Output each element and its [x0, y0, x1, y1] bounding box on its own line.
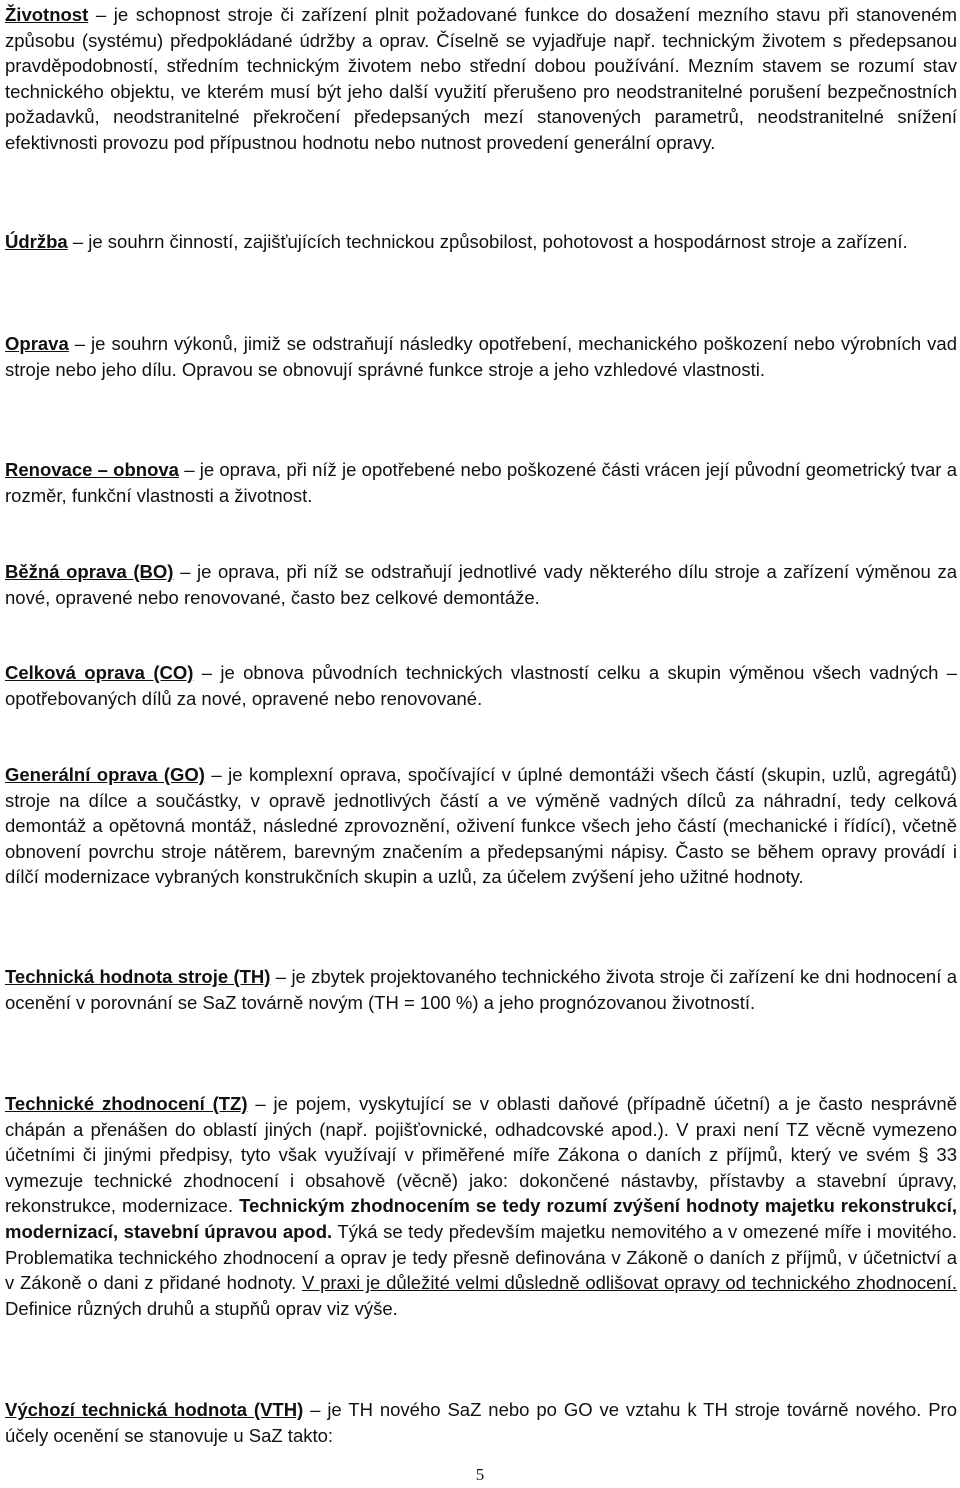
paragraph-oprava	[5, 331, 957, 382]
term-technicka-hodnota: Technická hodnota stroje (TH)	[5, 966, 271, 987]
term-zivotnost: Životnost	[5, 4, 89, 25]
definition-renovace: – je oprava, při níž je opotřebené nebo poškozené části vrácen její původní geometrický tvar a rozměr, funkční vlastnosti a životnost.	[5, 459, 958, 506]
paragraph-renovace	[5, 457, 957, 508]
definition-technicke-zhodnoceni-cont: Týká se tedy především majetku nemovitého a v omezené míře i movitého. Problematika technického zhodnocení a oprav je tedy přesně definována v Zákoně o daních z příjmů, v účetnictví a v Zákoně o dani z přidané hodnoty.	[5, 1220, 958, 1294]
paragraph-vychozi-technicka-hodnota	[5, 1397, 957, 1448]
definition-udrzba: – je souhrn činností, zajišťujících technickou způsobilost, pohotovost a hospodárnost stroje a zařízení.	[67, 231, 908, 252]
term-vychozi-technicka-hodnota: Výchozí technická hodnota (VTH)	[5, 1399, 304, 1420]
paragraph-udrzba	[5, 229, 957, 255]
paragraph-bezna-oprava	[5, 559, 957, 610]
paragraph-technicke-zhodnoceni	[5, 1091, 957, 1321]
term-udrzba: Údržba	[5, 231, 68, 252]
page-number: 5	[475, 1465, 485, 1484]
paragraph-generalni-oprava	[5, 762, 957, 890]
underlined-statement: V praxi je důležité velmi důsledně odlišovat opravy od technického zhodnocení.	[302, 1272, 957, 1294]
term-oprava: Oprava	[5, 333, 69, 354]
definition-zivotnost: – je schopnost stroje či zařízení plnit požadované funkce do dosažení mezního stavu při stanoveném způsobu (systému) předpokládané údržby a oprav. Číselně se vyjadřuje např. technickým životem s předepsanou pravděpodobností, středním technickým životem nebo střední dobou používání. Mezním stavem se rozumí stav technického objektu, ve kterém musí být jeho další využití přerušeno pro neodstranitelné porušení bezpečnostních požadavků, neodstranitelné překročení předepsaných mezí stanovených parametrů, neodstranitelné snížení efektivnosti provozu pod přípustnou hodnotu nebo nutnost provedení generální opravy.	[5, 4, 957, 153]
definition-technicke-zhodnoceni-end: Definice různých druhů a stupňů oprav viz výše.	[5, 1297, 398, 1319]
definition-technicke-zhodnoceni: – je pojem, vyskytující se v oblasti daňové (případně účetní) a je často nesprávně chápán a přenášen do oblastí jiných (např. pojišťovnické, odhadcovské apod.). V praxi není TZ věcně vymezeno účetními či jinými předpisy, tyto však využívají v přiměřené míře Zákona o daních z příjmů, který ve svém § 33 vymezuje technické zhodnocení i obsahově (věcně) jako: dokončené nástavby, přístavby a stavební úpravy, rekonstrukce, modernizace.	[5, 1093, 957, 1217]
definition-technicka-hodnota: – je zbytek projektovaného technického života stroje či zařízení ke dni hodnocení a ocenění v porovnání se SaZ továrně novým (TH = 100 %) a jeho prognózovanou životností.	[5, 966, 957, 1013]
definition-celkova-oprava: – je obnova původních technických vlastností celku a skupin výměnou všech vadných – opotřebovaných dílů za nové, opravené nebo renovované.	[5, 662, 957, 709]
definition-generalni-oprava: – je komplexní oprava, spočívající v úplné demontáži všech částí (skupin, uzlů, agregátů) stroje na dílce a součástky, v opravě jednotlivých částí a ve výměně vadných dílců za náhradní, tedy celková demontáž a opětovná montáž, následné zprovoznění, oživení funkce všech jeho částí (mechanické i řídící), včetně obnovení povrchu stroje nátěrem, barevným značením a předepsanými nápisy. Často se během opravy provádí i dílčí modernizace vybraných konstrukčních skupin a uzlů, za účelem zvýšení jeho užitné hodnoty.	[5, 764, 957, 888]
paragraph-zivotnost	[5, 2, 957, 156]
paragraph-celkova-oprava	[5, 660, 957, 711]
term-technicke-zhodnoceni: Technické zhodnocení (TZ)	[5, 1093, 248, 1114]
term-generalni-oprava: Generální oprava (GO)	[5, 764, 205, 785]
definition-oprava: – je souhrn výkonů, jimiž se odstraňují následky opotřebení, mechanického poškození nebo výrobních vad stroje nebo jeho dílu. Opravou se obnovují správné funkce stroje a jeho vzhledové vlastnosti.	[5, 333, 957, 380]
term-celkova-oprava: Celková oprava (CO)	[5, 662, 194, 683]
definition-vychozi-technicka-hodnota: – je TH nového SaZ nebo po GO ve vztahu k TH stroje továrně nového. Pro účely ocenění se stanovuje u SaZ takto:	[5, 1399, 957, 1446]
term-renovace: Renovace – obnova	[5, 459, 179, 480]
bold-statement: Technickým zhodnocením se tedy rozumí zvýšení hodnoty majetku rekonstrukcí, modernizací, stavební úpravou apod.	[5, 1195, 957, 1242]
paragraph-technicka-hodnota	[5, 964, 957, 1015]
term-bezna-oprava: Běžná oprava (BO)	[5, 561, 174, 582]
definition-bezna-oprava: – je oprava, při níž se odstraňují jednotlivé vady některého dílu stroje a zařízení výměnou za nové, opravené nebo renovované, často bez celkové demontáže.	[5, 561, 957, 608]
